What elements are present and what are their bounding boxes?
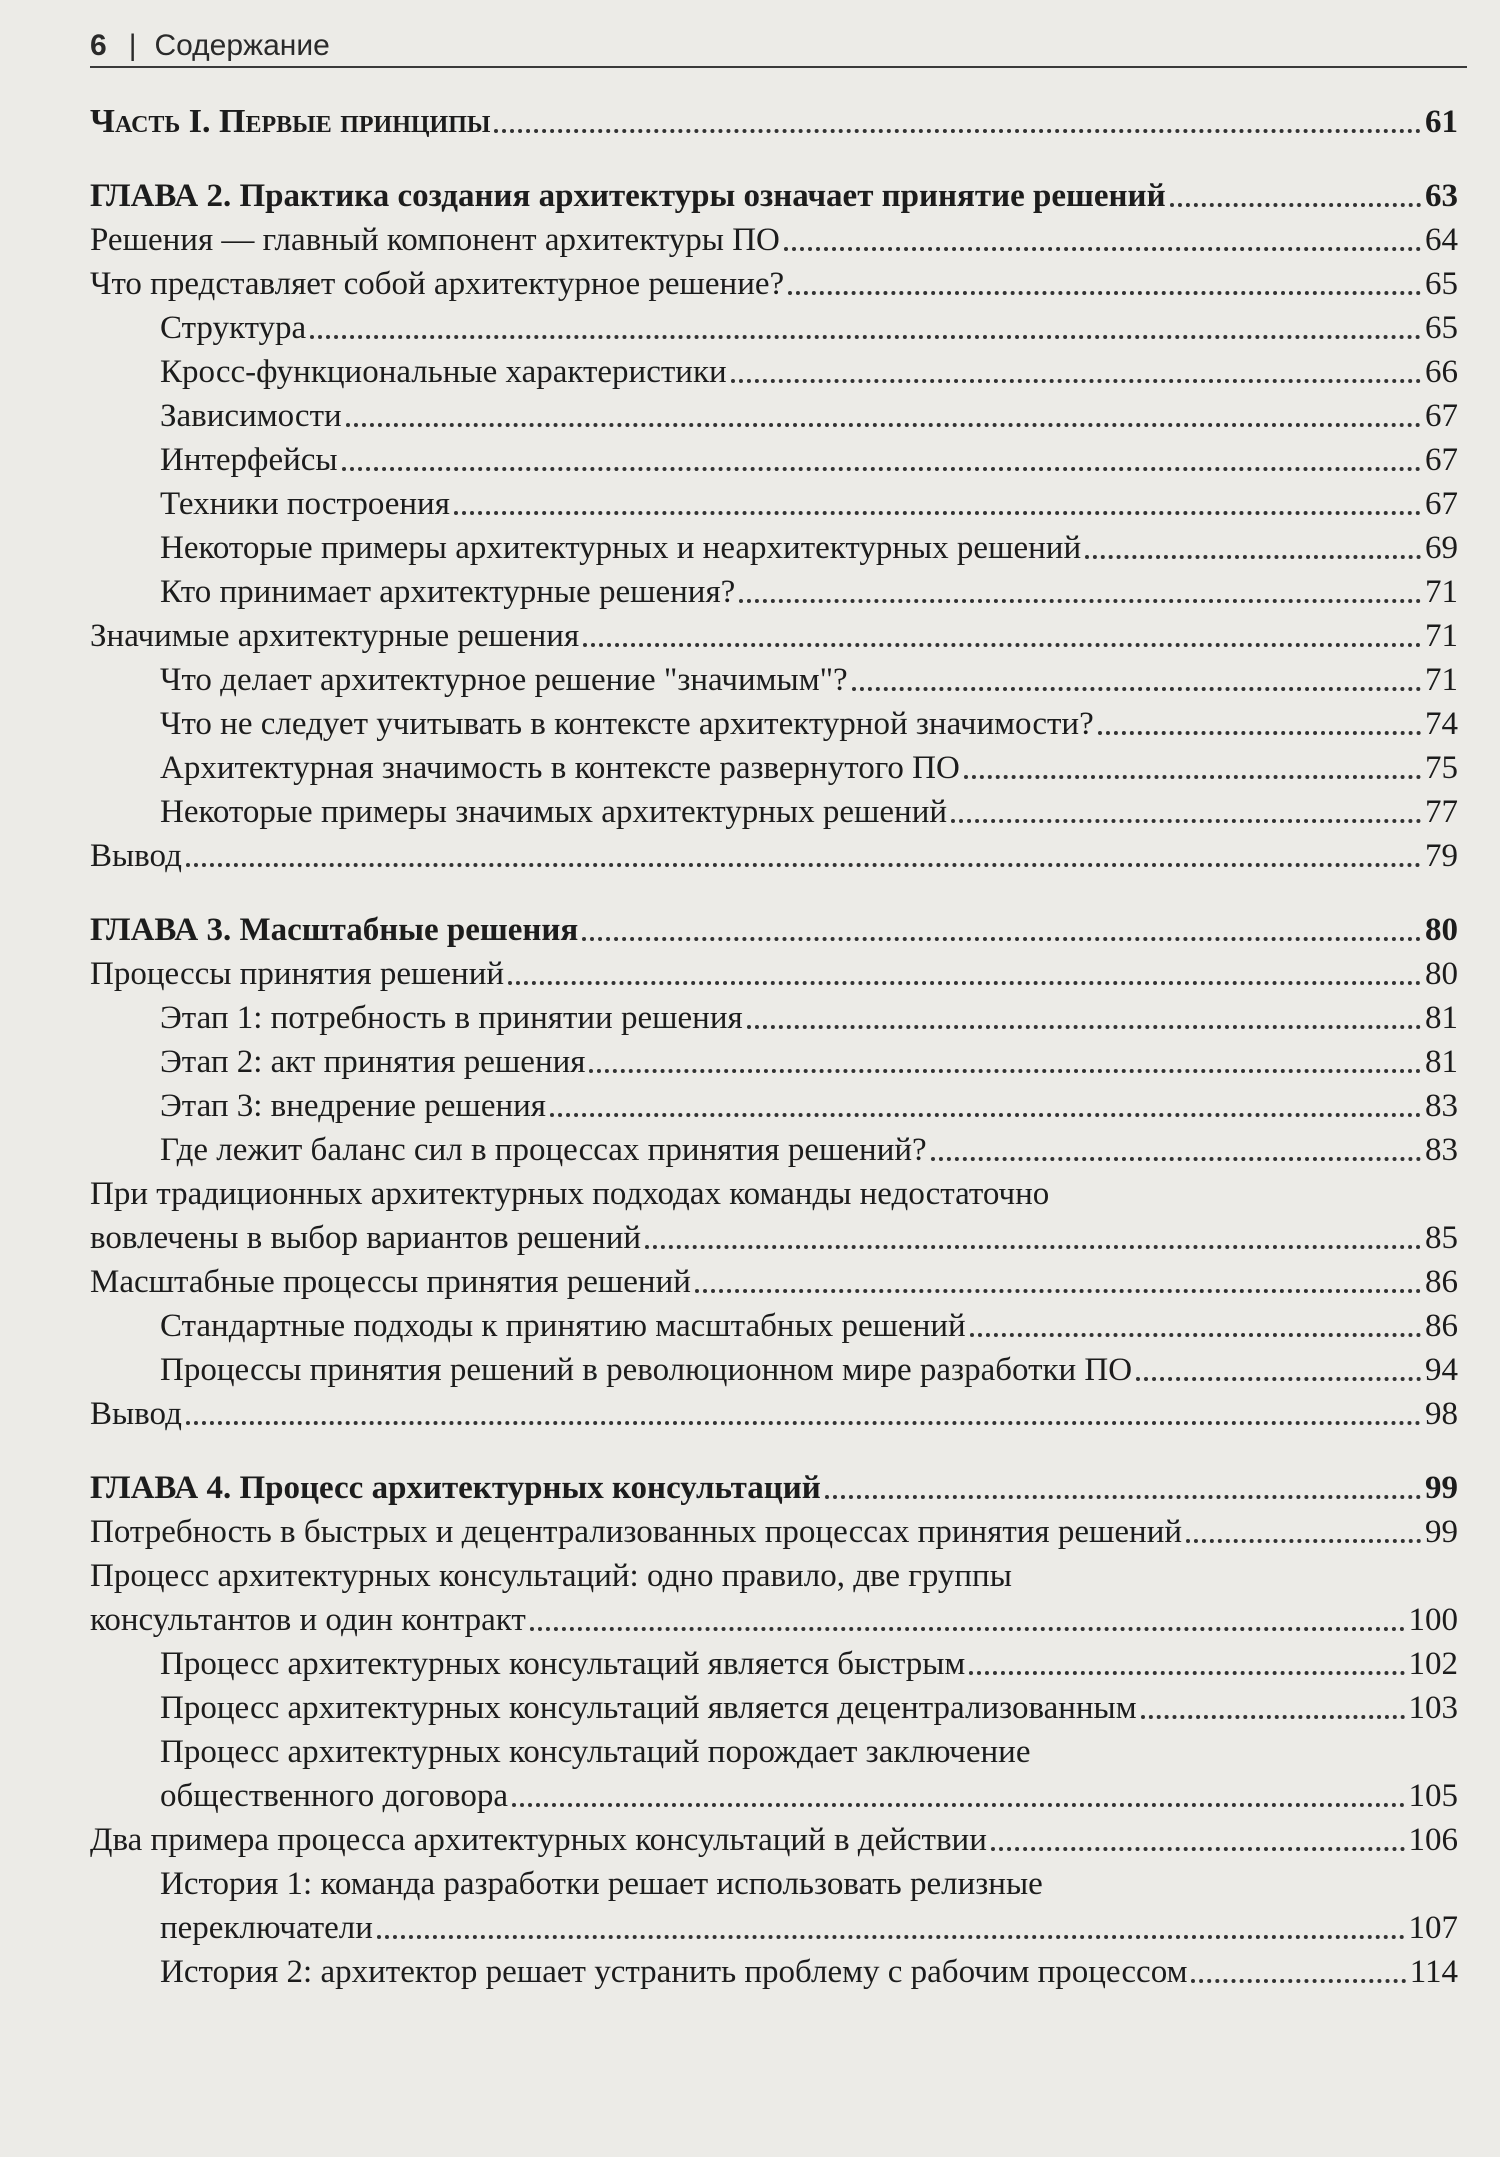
header-separator: | <box>128 29 137 62</box>
toc-entry-page: 86 <box>1425 1308 1458 1344</box>
toc-entry-title: Процесс архитектурных консультаций является децентрализованным <box>160 1690 1137 1726</box>
header-title: Содержание <box>154 29 330 62</box>
dot-leader <box>645 1244 1421 1249</box>
dot-leader <box>695 1288 1421 1293</box>
toc-entry-title: Два примера процесса архитектурных консультаций в действии <box>90 1822 987 1858</box>
toc-entry-page: 67 <box>1425 398 1458 434</box>
toc-entry-multiline[interactable] <box>90 1554 1458 1642</box>
toc-entry-title: вовлечены в выбор вариантов решений <box>90 1220 642 1256</box>
running-header <box>90 26 1467 68</box>
toc-entry-page: 114 <box>1409 1954 1458 1990</box>
toc-entry-title: Структура <box>160 310 307 346</box>
toc-entry[interactable] <box>90 952 1458 996</box>
toc-entry-page: 63 <box>1425 178 1458 214</box>
toc-subentry[interactable] <box>90 746 1458 790</box>
toc-entry-page: 99 <box>1425 1470 1458 1506</box>
toc-chapter-3[interactable] <box>90 908 1458 952</box>
toc-entry-title: Кросс-функциональные характеристики <box>160 354 727 390</box>
toc-part-1[interactable] <box>90 100 1458 144</box>
toc-entry-title: Кто принимает архитектурные решения? <box>160 574 736 610</box>
toc-entry-title: Архитектурная значимость в контексте развернутого ПО <box>160 750 960 786</box>
toc-entry[interactable] <box>90 1392 1458 1436</box>
toc-subentry[interactable] <box>90 438 1458 482</box>
toc-entry-title: ГЛАВА 4. Процесс архитектурных консультаций <box>90 1470 821 1506</box>
toc-entry-page: 74 <box>1425 706 1458 742</box>
toc-entry-title: Часть I. Первые принципы <box>90 103 491 140</box>
dot-leader <box>747 1024 1421 1029</box>
dot-leader <box>970 1332 1421 1337</box>
toc-entry-title: Что не следует учитывать в контексте архитектурной значимости? <box>160 706 1094 742</box>
dot-leader <box>1170 202 1421 207</box>
toc-entry-page: 65 <box>1425 310 1458 346</box>
toc-subentry[interactable] <box>90 658 1458 702</box>
page-number: 6 <box>90 29 107 62</box>
dot-leader <box>1098 730 1421 735</box>
toc-entry[interactable] <box>90 1510 1458 1554</box>
toc-entry-multiline[interactable] <box>90 1172 1458 1260</box>
dot-leader <box>186 862 1421 867</box>
dot-leader <box>739 598 1421 603</box>
dot-leader <box>1191 1978 1405 1983</box>
toc-subentry[interactable] <box>90 306 1458 350</box>
toc-subentry[interactable] <box>90 570 1458 614</box>
dot-leader <box>931 1156 1421 1161</box>
toc-entry-title: ГЛАВА 3. Масштабные решения <box>90 912 579 948</box>
toc-entry-title: Решения — главный компонент архитектуры ПО <box>90 222 780 258</box>
toc-entry-title: Некоторые примеры значимых архитектурных решений <box>160 794 948 830</box>
dot-leader <box>852 686 1421 691</box>
toc-entry-page: 100 <box>1408 1602 1458 1638</box>
toc-entry-page: 103 <box>1408 1690 1458 1726</box>
toc-subentry[interactable] <box>90 482 1458 526</box>
toc-entry[interactable] <box>90 262 1458 306</box>
dot-leader <box>530 1626 1405 1631</box>
toc-subentry[interactable] <box>90 526 1458 570</box>
toc-entry-title: Процесс архитектурных консультаций является быстрым <box>160 1646 966 1682</box>
dot-leader <box>964 774 1421 779</box>
toc-entry-title: переключатели <box>160 1910 373 1946</box>
dot-leader <box>494 128 1421 133</box>
toc-entry-page: 75 <box>1425 750 1458 786</box>
dot-leader <box>731 378 1421 383</box>
toc-subentry[interactable] <box>90 394 1458 438</box>
dot-leader <box>346 422 1421 427</box>
toc-entry-title-line1: При традиционных архитектурных подходах команды недостаточно <box>90 1176 1050 1212</box>
toc-entry-title: Процессы принятия решений <box>90 956 505 992</box>
toc-entry-title: Интерфейсы <box>160 442 338 478</box>
dot-leader <box>186 1420 1421 1425</box>
toc-entry-page: 81 <box>1425 1000 1458 1036</box>
toc-entry-page: 77 <box>1425 794 1458 830</box>
toc-entry-page: 85 <box>1425 1220 1458 1256</box>
toc-entry-title: Значимые архитектурные решения <box>90 618 580 654</box>
toc-entry-page: 99 <box>1425 1514 1458 1550</box>
toc-entry-page: 61 <box>1425 104 1458 140</box>
toc-subentry[interactable] <box>90 1348 1458 1392</box>
toc-entry-title: История 2: архитектор решает устранить проблему с рабочим процессом <box>160 1954 1188 1990</box>
toc-entry[interactable] <box>90 614 1458 658</box>
dot-leader <box>825 1494 1421 1499</box>
toc-entry-title: Этап 3: внедрение решения <box>160 1088 546 1124</box>
toc-entry-page: 83 <box>1425 1132 1458 1168</box>
toc-entry-title: ГЛАВА 2. Практика создания архитектуры означает принятие решений <box>90 178 1166 214</box>
toc-entry-page: 83 <box>1425 1088 1458 1124</box>
dot-leader <box>951 818 1421 823</box>
toc-entry-page: 80 <box>1425 912 1458 948</box>
toc-subentry[interactable] <box>90 996 1458 1040</box>
toc-subentry[interactable] <box>90 1950 1458 1994</box>
toc-entry-page: 86 <box>1425 1264 1458 1300</box>
dot-leader <box>991 1846 1405 1851</box>
toc-entry-page: 71 <box>1425 574 1458 610</box>
toc-entry-title: Техники построения <box>160 486 450 522</box>
toc-entry-page: 79 <box>1425 838 1458 874</box>
toc-entry-title: Что представляет собой архитектурное решение? <box>90 266 785 302</box>
toc-entry-page: 94 <box>1425 1352 1458 1388</box>
toc-entry-page: 80 <box>1425 956 1458 992</box>
toc-entry-page: 66 <box>1425 354 1458 390</box>
toc-subentry[interactable] <box>90 1304 1458 1348</box>
dot-leader <box>454 510 1421 515</box>
toc-entry-title: Зависимости <box>160 398 342 434</box>
toc-entry-title: Процессы принятия решений в революционном мире разработки ПО <box>160 1352 1133 1388</box>
dot-leader <box>582 936 1421 941</box>
dot-leader <box>583 642 1421 647</box>
toc-subentry[interactable] <box>90 1040 1458 1084</box>
toc-entry-page: 107 <box>1408 1910 1458 1946</box>
toc-subentry[interactable] <box>90 1128 1458 1172</box>
toc-entry-title: общественного договора <box>160 1778 509 1814</box>
toc-entry-page: 64 <box>1425 222 1458 258</box>
toc-entry-page: 67 <box>1425 442 1458 478</box>
dot-leader <box>788 290 1421 295</box>
toc-entry-page: 67 <box>1425 486 1458 522</box>
toc-entry-page: 105 <box>1408 1778 1458 1814</box>
toc-subentry[interactable] <box>90 350 1458 394</box>
toc-entry-title: Вывод <box>90 838 182 874</box>
toc-entry-title: консультантов и один контракт <box>90 1602 526 1638</box>
toc-subentry[interactable] <box>90 702 1458 746</box>
toc-entry-page: 71 <box>1425 662 1458 698</box>
dot-leader <box>969 1670 1404 1675</box>
dot-leader <box>377 1934 1405 1939</box>
dot-leader <box>1136 1376 1421 1381</box>
toc-entry[interactable] <box>90 218 1458 262</box>
toc-entry-page: 71 <box>1425 618 1458 654</box>
toc-entry-title: Потребность в быстрых и децентрализованных процессах принятия решений <box>90 1514 1183 1550</box>
toc-entry-title-line1: Процесс архитектурных консультаций: одно правило, две группы <box>90 1558 1012 1594</box>
dot-leader <box>589 1068 1421 1073</box>
toc-entry-page: 98 <box>1425 1396 1458 1432</box>
dot-leader <box>550 1112 1421 1117</box>
dot-leader <box>1186 1538 1421 1543</box>
toc-entry-title: Где лежит баланс сил в процессах принятия решений? <box>160 1132 927 1168</box>
toc-subentry-multiline[interactable] <box>90 1730 1458 1818</box>
dot-leader <box>342 466 1421 471</box>
dot-leader <box>784 246 1421 251</box>
toc-entry[interactable] <box>90 1818 1458 1862</box>
toc-entry-page: 106 <box>1408 1822 1458 1858</box>
toc-chapter-2[interactable] <box>90 174 1458 218</box>
dot-leader <box>1085 554 1421 559</box>
table-of-contents <box>90 100 1458 1994</box>
toc-entry-title-line1: Процесс архитектурных консультаций порождает заключение <box>160 1734 1031 1770</box>
dot-leader <box>1141 1714 1405 1719</box>
toc-entry-page: 69 <box>1425 530 1458 566</box>
toc-entry[interactable] <box>90 834 1458 878</box>
dot-leader <box>310 334 1421 339</box>
toc-subentry[interactable] <box>90 1686 1458 1730</box>
toc-entry-title: Этап 2: акт принятия решения <box>160 1044 586 1080</box>
dot-leader <box>512 1802 1404 1807</box>
toc-entry-title: Что делает архитектурное решение "значимым"? <box>160 662 848 698</box>
toc-entry-title: Стандартные подходы к принятию масштабных решений <box>160 1308 966 1344</box>
toc-entry-title: Этап 1: потребность в принятии решения <box>160 1000 743 1036</box>
toc-entry-title-line1: История 1: команда разработки решает использовать релизные <box>160 1866 1043 1902</box>
dot-leader <box>508 980 1421 985</box>
toc-entry-page: 81 <box>1425 1044 1458 1080</box>
toc-subentry[interactable] <box>90 1642 1458 1686</box>
toc-entry[interactable] <box>90 1260 1458 1304</box>
toc-entry-page: 65 <box>1425 266 1458 302</box>
toc-subentry-multiline[interactable] <box>90 1862 1458 1950</box>
toc-subentry[interactable] <box>90 790 1458 834</box>
toc-chapter-4[interactable] <box>90 1466 1458 1510</box>
toc-entry-title: Масштабные процессы принятия решений <box>90 1264 691 1300</box>
toc-entry-title: Некоторые примеры архитектурных и неархитектурных решений <box>160 530 1082 566</box>
toc-entry-page: 102 <box>1408 1646 1458 1682</box>
toc-subentry[interactable] <box>90 1084 1458 1128</box>
toc-entry-title: Вывод <box>90 1396 182 1432</box>
